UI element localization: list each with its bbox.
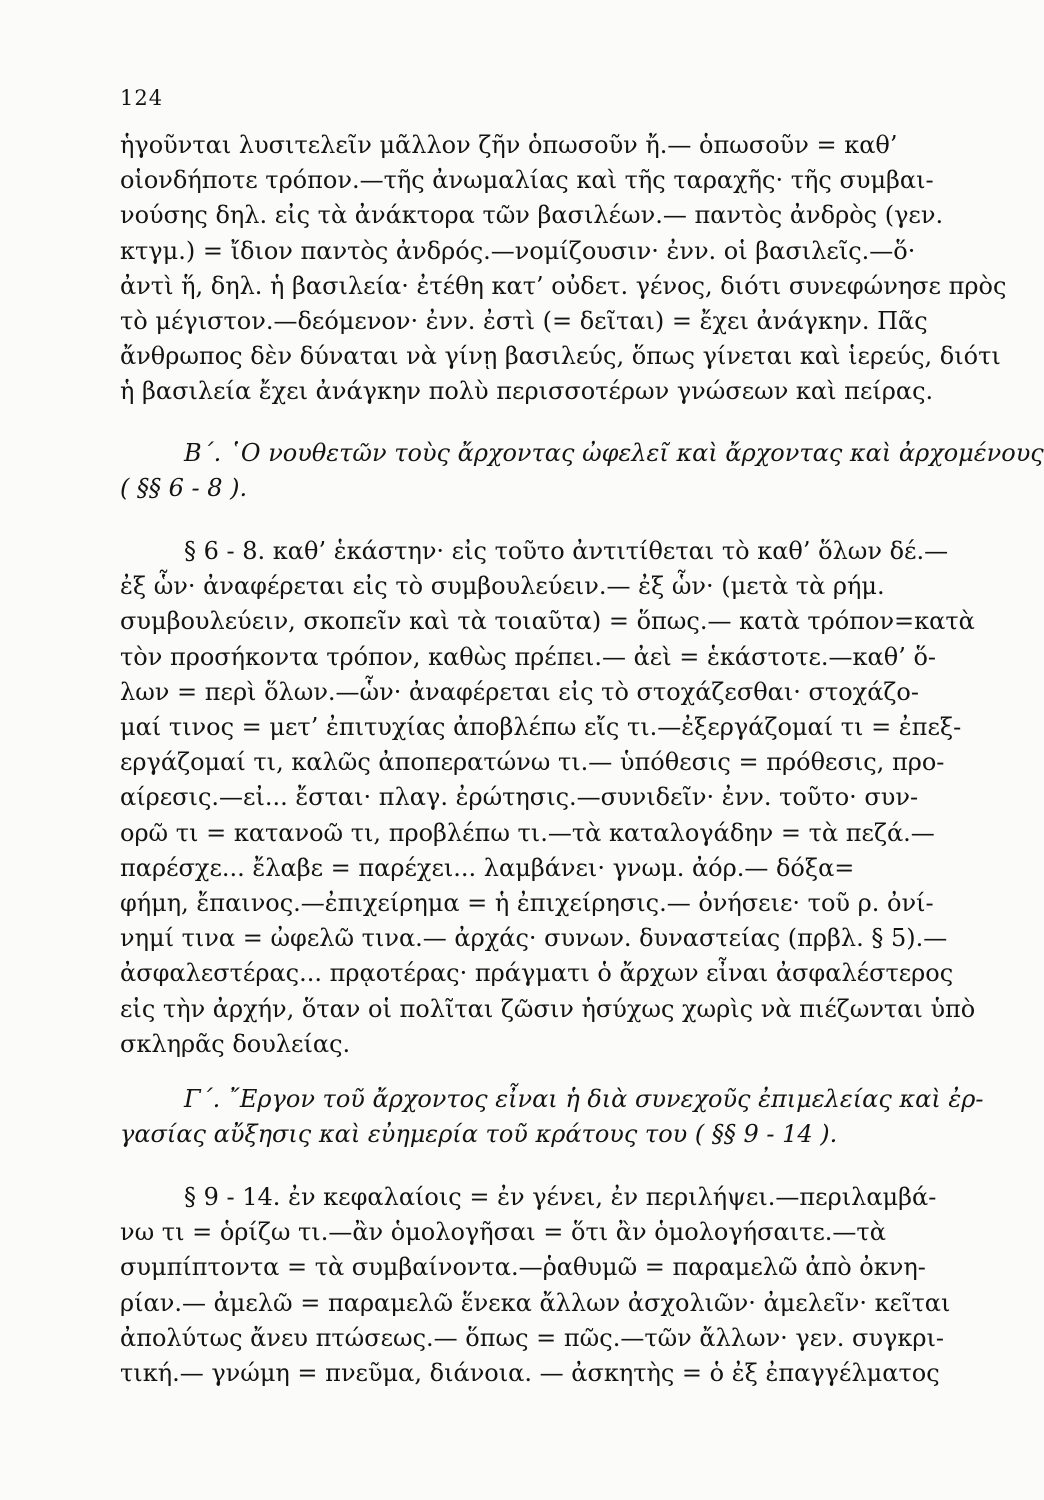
text-line: εἰς τὴν ἀρχήν, ὅταν οἱ πολῖται ζῶσιν ἡσύχως χωρὶς νὰ πιέζωνται ὑπὸ xyxy=(120,994,976,1023)
text-line: νούσης δηλ. εἰς τὰ ἀνάκτορα τῶν βασιλέων.— παντὸς ἀνδρὸς (γεν. xyxy=(120,201,944,230)
paragraph-commentary-2 xyxy=(120,534,976,1062)
text-line: ἄνθρωπος δὲν δύναται νὰ γίνῃ βασιλεύς, ὅπως γίνεται καὶ ἱερεύς, διότι xyxy=(120,342,1001,371)
text-line: οἱονδήποτε τρόπον.—τῆς ἀνωμαλίας καὶ τῆς ταραχῆς· τῆς συμβαι- xyxy=(120,166,934,195)
section-heading-gamma xyxy=(120,1082,984,1152)
page-number: 124 xyxy=(120,86,164,110)
text-line: παρέσχε... ἔλαβε = παρέχει... λαμβάνει· γνωμ. ἀόρ.— δόξα= xyxy=(120,853,855,882)
text-line: τὸν προσήκοντα τρόπον, καθὼς πρέπει.— ἀεὶ = ἑκάστοτε.—καθ’ ὅ- xyxy=(120,642,937,671)
heading-line: Γ΄. ῎Εργον τοῦ ἄρχοντος εἶναι ἡ διὰ συνεχοῦς ἐπιμελείας καὶ ἐρ- xyxy=(184,1085,984,1113)
text-line: ἡ βασιλεία ἔχει ἀνάγκην πολὺ περισσοτέρων γνώσεων καὶ πείρας. xyxy=(120,377,934,406)
text-line: ἀσφαλεστέρας... πρᾳοτέρας· πράγματι ὁ ἄρχων εἶναι ἀσφαλέστερος xyxy=(120,959,954,988)
text-line: αίρεσις.—εἰ... ἔσται· πλαγ. ἐρώτησις.—συνιδεῖν· ἐνν. τοῦτο· συν- xyxy=(120,783,919,812)
heading-line: Β΄. ῾Ο νουθετῶν τοὺς ἄρχοντας ὠφελεῖ καὶ ἄρχοντας καὶ ἀρχομένους xyxy=(184,439,1044,467)
text-line: ορῶ τι = κατανοῶ τι, προβλέπω τι.—τὰ καταλογάδην = τὰ πεζά.— xyxy=(120,818,935,847)
text-line: § 6 - 8. καθ’ ἑκάστην· εἰς τοῦτο ἀντιτίθεται τὸ καθ’ ὅλων δέ.— xyxy=(184,537,949,565)
text-line: ἐξ ὧν· ἀναφέρεται εἰς τὸ συμβουλεύειν.— ἐξ ὧν· (μετὰ τὰ ρήμ. xyxy=(120,572,885,601)
paragraph-commentary-1 xyxy=(120,128,1007,410)
paragraph-commentary-3 xyxy=(120,1180,955,1391)
text-line: λων = περὶ ὅλων.—ὧν· ἀναφέρεται εἰς τὸ στοχάζεσθαι· στοχάζο- xyxy=(120,677,919,706)
text-line: τὸ μέγιστον.—δεόμενον· ἐνν. ἐστὶ (= δεῖται) = ἔχει ἀνάγκην. Πᾶς xyxy=(120,307,928,336)
text-line: κτγμ.) = ἴδιον παντὸς ἀνδρός.—νομίζουσιν· ἐνν. οἱ βασιλεῖς.—ὅ· xyxy=(120,236,916,265)
text-line: σκληρᾶς δουλείας. xyxy=(120,1029,351,1058)
text-line: συμπίπτοντα = τὰ συμβαίνοντα.—ῥαθυμῶ = παραμελῶ ἀπὸ ὀκνη- xyxy=(120,1253,926,1282)
text-line: ρίαν.— ἀμελῶ = παραμελῶ ἕνεκα ἄλλων ἀσχολιῶν· ἀμελεῖν· κεῖται xyxy=(120,1288,951,1317)
heading-line: γασίας αὔξησις καὶ εὐημερία τοῦ κράτους του ( §§ 9 - 14 ). xyxy=(120,1120,838,1149)
text-line: εργάζομαί τι, καλῶς ἀποπερατώνω τι.— ὑπόθεσις = πρόθεσις, προ- xyxy=(120,748,945,777)
text-line: ἡγοῦνται λυσιτελεῖν μᾶλλον ζῆν ὁπωσοῦν ἤ.— ὁπωσοῦν = καθ’ xyxy=(120,131,898,159)
text-line: τική.— γνώμη = πνεῦμα, διάνοια. — ἀσκητὴς = ὁ ἐξ ἐπαγγέλματος xyxy=(120,1359,940,1388)
text-line: νω τι = ὁρίζω τι.—ἂν ὁμολογῆσαι = ὅτι ἂν ὁμολογήσαιτε.—τὰ xyxy=(120,1218,886,1247)
text-line: συμβουλεύειν, σκοπεῖν καὶ τὰ τοιαῦτα) = ὅπως.— κατὰ τρόπον=κατὰ xyxy=(120,607,975,636)
text-line: φήμη, ἔπαινος.—ἐπιχείρημα = ἡ ἐπιχείρησις.— ὀνήσειε· τοῦ ρ. ὀνί- xyxy=(120,889,934,918)
text-line: ἀντὶ ἥ, δηλ. ἡ βασιλεία· ἐτέθη κατ’ οὐδετ. γένος, διότι συνεφώνησε πρὸς xyxy=(120,271,1007,300)
heading-line: ( §§ 6 - 8 ). xyxy=(120,474,248,503)
text-line: § 9 - 14. ἐν κεφαλαίοις = ἐν γένει, ἐν περιλήψει.—περιλαμβά- xyxy=(184,1183,937,1211)
section-heading-beta xyxy=(120,436,1044,506)
text-line: νημί τινα = ὠφελῶ τινα.— ἀρχάς· συνων. δυναστείας (πρβλ. § 5).— xyxy=(120,924,948,953)
text-line: ἀπολύτως ἄνευ πτώσεως.— ὅπως = πῶς.—τῶν ἄλλων· γεν. συγκρι- xyxy=(120,1323,945,1352)
text-line: μαί τινος = μετ’ ἐπιτυχίας ἀποβλέπω εἴς τι.—ἐξεργάζομαί τι = ἐπεξ- xyxy=(120,713,962,742)
